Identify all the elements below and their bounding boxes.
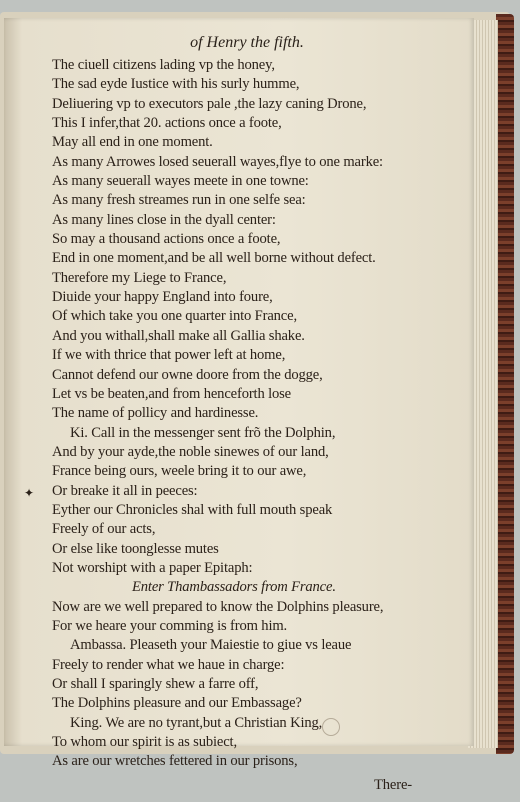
text-line: Cannot defend our owne doore from the dogge, — [52, 366, 323, 383]
text-line: Let vs be beaten,and from henceforth lose — [52, 385, 292, 402]
text-line: As many Arrowes losed seuerall wayes,flye to one marke: — [52, 153, 383, 170]
text-line: If we with thrice that power left at home, — [52, 347, 286, 364]
text-line: As are our wretches fettered in our prisons, — [52, 753, 298, 770]
text-line: Freely of our acts, — [52, 521, 156, 538]
text-line: As many lines close in the dyall center: — [52, 211, 276, 228]
text-line: To whom our spirit is as subiect, — [52, 734, 237, 751]
text-line: So may a thousand actions once a foote, — [52, 231, 281, 248]
text-line: And by your ayde,the noble sinewes of our land, — [52, 443, 329, 460]
text-line: The sad eyde Iustice with his surly humme, — [52, 76, 300, 93]
paper-stain — [322, 718, 340, 736]
text-line: The ciuell citizens lading vp the honey, — [52, 57, 275, 73]
text-line: Eyther our Chronicles shal with full mouth speak — [52, 501, 333, 518]
text-line: Therefore my Liege to France, — [52, 269, 227, 286]
text-line: Not worshipt with a paper Epitaph: — [52, 559, 253, 576]
text-line: Now are we well prepared to know the Dolphins pleasure, — [52, 598, 384, 615]
text-line: Diuide your happy England into foure, — [52, 289, 273, 306]
stage-direction: Enter Thambassadors from France. — [132, 579, 336, 596]
text-line: France being ours, weele bring it to our awe, — [52, 463, 307, 480]
text-line: Ki. Call in the messenger sent frõ the Dolphin, — [70, 424, 336, 441]
text-line: Deliuering vp to executors pale ,the lazy caning Drone, — [52, 95, 367, 112]
text-line: As many seuerall wayes meete in one towne: — [52, 173, 309, 190]
marginal-mark: ✦ — [24, 486, 35, 500]
text-line: Or else like toonglesse mutes — [52, 540, 219, 557]
text-line: The name of pollicy and hardinesse. — [52, 405, 259, 422]
running-header: of Henry the fifth. — [190, 34, 304, 51]
text-line: King. We are no tyrant,but a Christian King, — [70, 714, 323, 731]
leather-cover-edge — [496, 14, 514, 754]
text-line: End in one moment,and be all well borne without defect. — [52, 250, 376, 267]
text-line: For we heare your comming is from him. — [52, 617, 288, 634]
text-line: Freely to render what we haue in charge: — [52, 656, 285, 673]
text-line: As many fresh streames run in one selfe sea: — [52, 192, 306, 209]
text-line: Ambassa. Pleaseth your Maiestie to giue vs leaue — [70, 637, 352, 654]
text-line: Or breake it all in peeces: — [52, 482, 198, 499]
page-text — [52, 56, 412, 795]
text-line: And you withall,shall make all Gallia shake. — [52, 327, 305, 344]
book-page — [4, 18, 474, 793]
text-line: The Dolphins pleasure and our Embassage? — [52, 695, 302, 712]
text-line: This I infer,that 20. actions once a foote, — [52, 115, 282, 132]
text-line: Of which take you one quarter into France, — [52, 308, 297, 325]
catchword: There- — [374, 776, 412, 793]
text-line: Or shall I sparingly shew a farre off, — [52, 676, 259, 692]
text-line: May all end in one moment. — [52, 134, 213, 151]
